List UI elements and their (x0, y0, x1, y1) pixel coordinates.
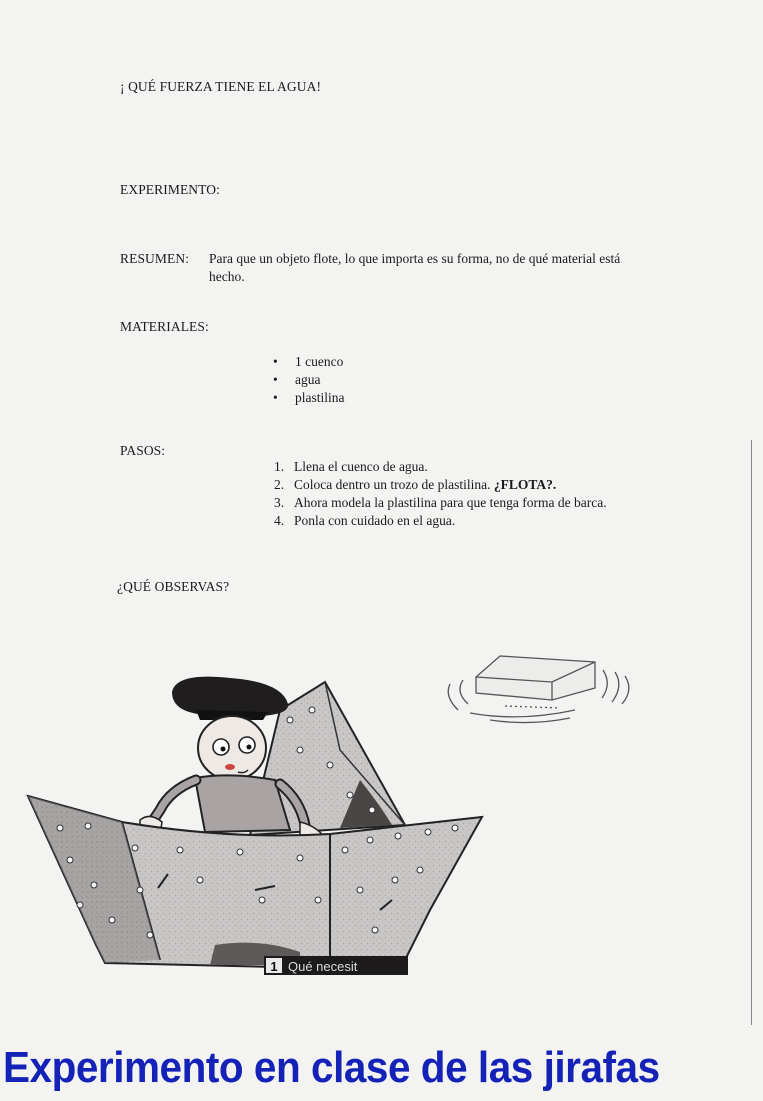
step-text: Llena el cuenco de agua. (294, 459, 428, 474)
list-item: • agua (270, 371, 345, 389)
experiment-label: EXPERIMENTO: (120, 182, 220, 197)
clay-block-sketch (448, 656, 629, 723)
image-caption: Experimento en clase de las jirafas (3, 1043, 660, 1092)
list-item: • 1 cuenco (270, 353, 345, 371)
boat-badge (264, 956, 408, 975)
step-text: Coloca dentro un trozo de plastilina. (294, 477, 491, 492)
steps-label: PASOS: (120, 443, 166, 458)
step-number: 1. (274, 459, 285, 474)
step-emphasis: ¿FLOTA?. (493, 477, 557, 492)
step-text: Ahora modela la plastilina para que tenga forma de barca. (294, 495, 607, 510)
boat-badge-text: Qué necesit (288, 959, 358, 974)
list-item (274, 512, 607, 530)
summary-text: Para que un objeto flote, lo que importa es su forma, no de qué material está hecho. (209, 251, 621, 284)
step-number: 2. (274, 477, 285, 492)
steps-list (274, 458, 607, 530)
boat-badge-number: 1 (270, 959, 278, 974)
list-item: • plastilina (270, 389, 345, 407)
step-text: Ponla con cuidado en el agua. (294, 513, 456, 528)
list-item (274, 476, 607, 494)
list-item (274, 458, 607, 476)
materials-list (270, 353, 345, 407)
step-number: 3. (274, 495, 285, 510)
materials-label: MATERIALES: (120, 319, 209, 334)
boat-illustration (0, 600, 763, 1000)
summary-label: RESUMEN: (120, 251, 190, 266)
page-title: ¡ QUÉ FUERZA TIENE EL AGUA! (120, 79, 322, 94)
question-label: ¿QUÉ OBSERVAS? (117, 579, 230, 594)
list-item (274, 494, 607, 512)
step-number: 4. (274, 513, 285, 528)
